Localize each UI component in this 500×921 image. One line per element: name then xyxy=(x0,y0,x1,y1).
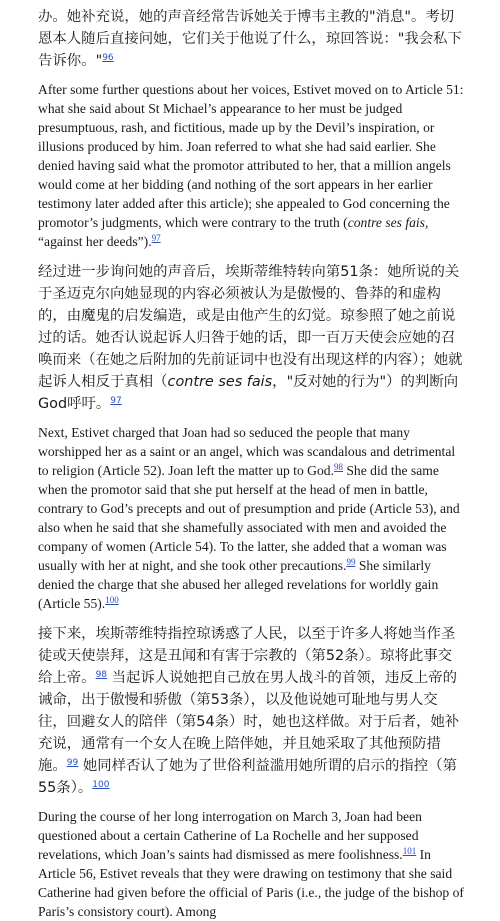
footnote-link-98[interactable]: 98 xyxy=(95,670,108,680)
footnote-link-100[interactable]: 100 xyxy=(92,780,110,790)
paragraph-text: Next, Estivet charged that Joan had so seduced the people that many worshipped her as a saint or an angel, which was scandalous and detrimental to religion (Article 52). Joan left the matter up to God. xyxy=(38,425,456,478)
paragraph-text: 接下来，埃斯蒂维特指控琼诱惑了人民，以至于许多人将她当作圣徒或天使崇拜，这是丑闻和有害于宗教的（第52条）。琼将此事交给上帝。 xyxy=(38,626,456,686)
footnote-link-96[interactable]: 96 xyxy=(102,53,114,63)
paragraph-text: During the course of her long interrogation on March 3, Joan had been questioned about a certain Catherine of La Rochelle and her supposed revelations, which Joan’s saints had dismissed as mere foolishness. xyxy=(38,809,422,862)
footnote-link-100[interactable]: 100 xyxy=(105,595,119,605)
paragraph-zh-1 xyxy=(38,6,466,72)
paragraph-text: She similarly denied the charge that she abused her alleged revelations for worldly gain (Article 55). xyxy=(38,558,439,611)
footnote-link-97[interactable]: 97 xyxy=(151,233,161,243)
paragraph-text: 办。她补充说，她的声音经常告诉她关于博韦主教的"消息"。考切恩本人随后直接问她，它们关于他说了什么，琼回答说："我会私下告诉你。" xyxy=(38,9,462,69)
footnote-link-97[interactable]: 97 xyxy=(110,396,122,406)
footnote-link-99[interactable]: 99 xyxy=(66,758,79,768)
paragraph-en-6 xyxy=(38,807,466,921)
paragraph-en-4 xyxy=(38,423,466,613)
italic-phrase: contre ses fais xyxy=(167,374,273,390)
paragraph-text: She did the same when the promotor said that she put herself at the head of men in battle, contrary to God’s precepts and out of presumption and pride (Article 53), and also when he said that she shamefully associated with men and avoided the company of women (Article 54). To the latter, she added that a woman was usually with her at night, and she took other precautions. xyxy=(38,463,460,573)
paragraph-text: 当起诉人说她把自己放在男人战斗的首领，违反上帝的诫命，出于傲慢和骄傲（第53条），以及他说她可耻地与男人交往，回避女人的陪伴（第54条）时，她也这样做。对于后者，她补充说，通常有一个女人在晚上陪伴她，并且她采取了其他预防措施。 xyxy=(38,670,460,774)
paragraph-text: In Article 56, Estivet reveals that they were drawing on testimony that she said Catherine had given before the official of Paris (i.e., the judge of the bishop of Paris’s consistory court). Among xyxy=(38,847,464,919)
italic-phrase: contre ses fais xyxy=(347,215,425,230)
paragraph-text: , “against her deeds”). xyxy=(38,215,429,249)
paragraph-text: ，"反对她的行为"）的判断向God呼吁。 xyxy=(38,374,459,412)
footnote-link-101[interactable]: 101 xyxy=(402,846,417,856)
paragraph-text: 经过进一步询问她的声音后，埃斯蒂维特转向第51条：她所说的关于圣迈克尔向她显现的内容必须被认为是傲慢的、鲁莽的和虚构的，由魔鬼的启发编造，或是由他产生的幻觉。琼参照了她之前说过的话。她否认说起诉人归咎于她的话，即一百万天使会应她的召唤而来（在她之后附加的先前证词中也没有出现这样的内容）；她就起诉人相反于真相（ xyxy=(38,264,463,390)
footnote-link-98[interactable]: 98 xyxy=(333,462,343,472)
footnote-link-99[interactable]: 99 xyxy=(346,557,356,567)
paragraph-text: 她同样否认了她为了世俗利益滥用她所谓的启示的指控（第55条）。 xyxy=(38,758,457,796)
paragraph-text: After some further questions about her voices, Estivet moved on to Article 51: what she said about St Michael’s appearance to her must be judged presumptuous, rash, and fictitious, made up by the Devil’s inspiration, or illusions produced by him. Joan referred to what she had said earlier. She denied having said what the promotor attributed to her, that a million angels would come at her bidding (and nothing of the sort appears in her earlier testimony later added after this article); she appealed to God concerning the promotor’s judgments, which were contrary to the truth ( xyxy=(38,82,464,230)
paragraph-zh-5 xyxy=(38,623,466,799)
paragraph-en-2 xyxy=(38,80,466,251)
paragraph-zh-3 xyxy=(38,261,466,415)
